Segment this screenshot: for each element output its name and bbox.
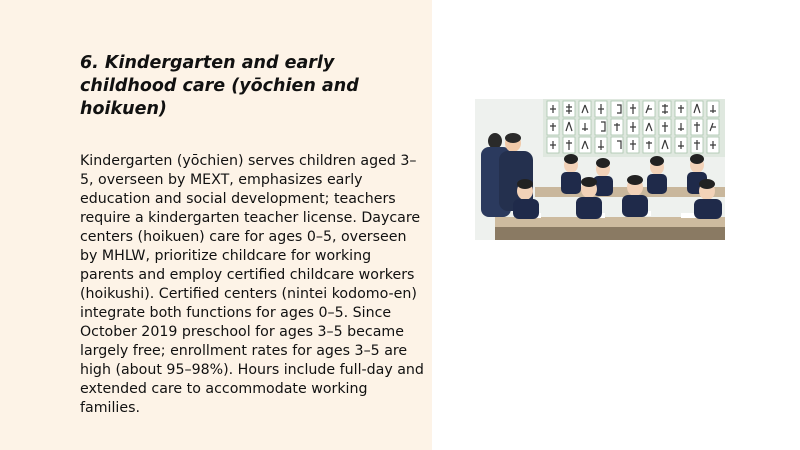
slide-title: 6. Kindergarten and early childhood care (yōchien and hoikuen) xyxy=(80,53,359,119)
body-text: Kindergarten (yōchien) serves children aged 3–5, overseen by MEXT, emphasizes early education and social development; teachers require a kindergarten teacher license. Daycare centers (hoikuen) care for ages 0–5, overseen by MHLW, prioritize childcare for working parents and employ certified childcare workers (hoikushi). Certified centers (nintei kodomo-en) integrate both functions for ages 0–5. Since October 2019 preschool for ages 3–5 became largely free; enrollment rates for ages 3–5 are high (about 95–98%). Hours include full-day and extended care to accommodate working families. xyxy=(80,153,424,416)
classroom-photo xyxy=(475,99,725,240)
classroom-photo-illustration xyxy=(475,99,725,240)
